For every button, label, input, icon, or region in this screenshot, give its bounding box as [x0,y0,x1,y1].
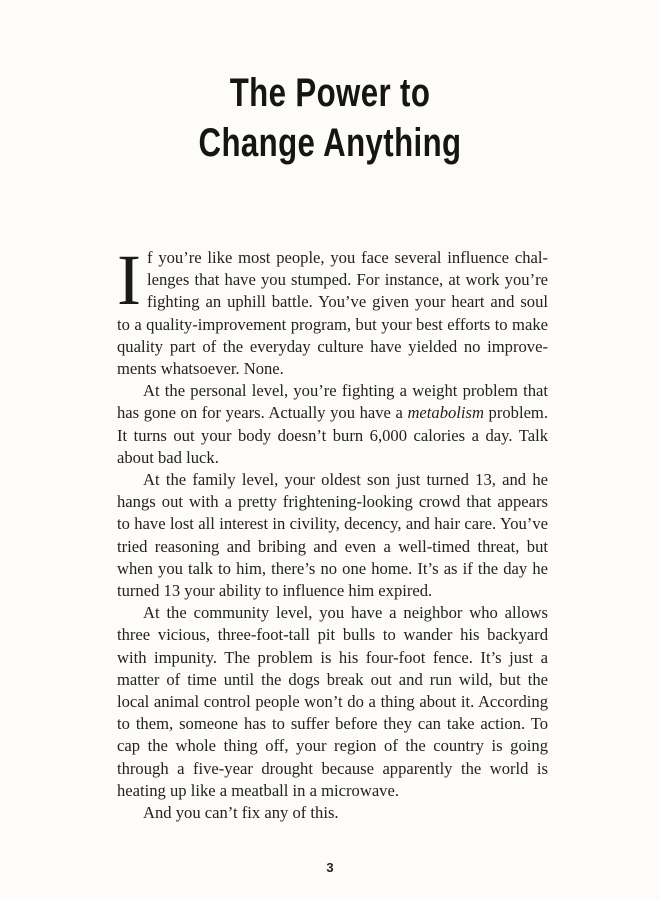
paragraph-2 [117,380,548,469]
paragraph-4: At the community level, you have a neighbor who allows three vicious, three-foot-tall pit bulls to wander his backyard with impunity. The problem is his four-foot fence. It’s just a matter of time until the dogs break out and run wild, but the local animal control people won’t do a thing about it. According to them, someone has to suffer before they can take action. To cap the whole thing off, your region of the country is going through a five-year drought because apparently the world is heating up like a meatball in a microwave. [117,603,548,800]
body-text [117,240,548,824]
chapter-title-line-1: The Power to [229,71,431,115]
paragraph-5: And you can’t fix any of this. [143,803,339,823]
drop-cap: I [117,240,141,320]
page-number: 3 [326,860,334,875]
paragraph-2-text-before: At the personal level, you’re fighting a weight problem that has gone on for years. Actually you have a [117,381,548,423]
chapter-title [73,68,588,168]
paragraph-2-text-after: problem. It turns out your body doesn’t burn 6,000 calories a day. Talk about bad luck. [117,403,548,467]
paragraph-3: At the family level, your oldest son just turned 13, and he hangs out with a pretty frightening-looking crowd that appears to have lost all interest in civility, decency, and hair care. You’ve tried reasoning and bribing and even a well-timed threat, but when you talk to him, there’s no one home. It’s as if the day he turned 13 your ability to influence him expired. [117,470,548,601]
paragraph-1-text: f you’re like most people, you face several influence challenges that have you stumped. For instance, at work you’re fighting an uphill battle. You’ve given your heart and soul to a quality-improvement program, but your best efforts to make quality part of the everyday culture have yielded no improvements whatsoever. None. [117,248,548,379]
paragraph-1 [117,240,548,380]
chapter-title-line-2: Change Anything [198,121,462,165]
emphasis-metabolism: metabolism [407,403,484,423]
